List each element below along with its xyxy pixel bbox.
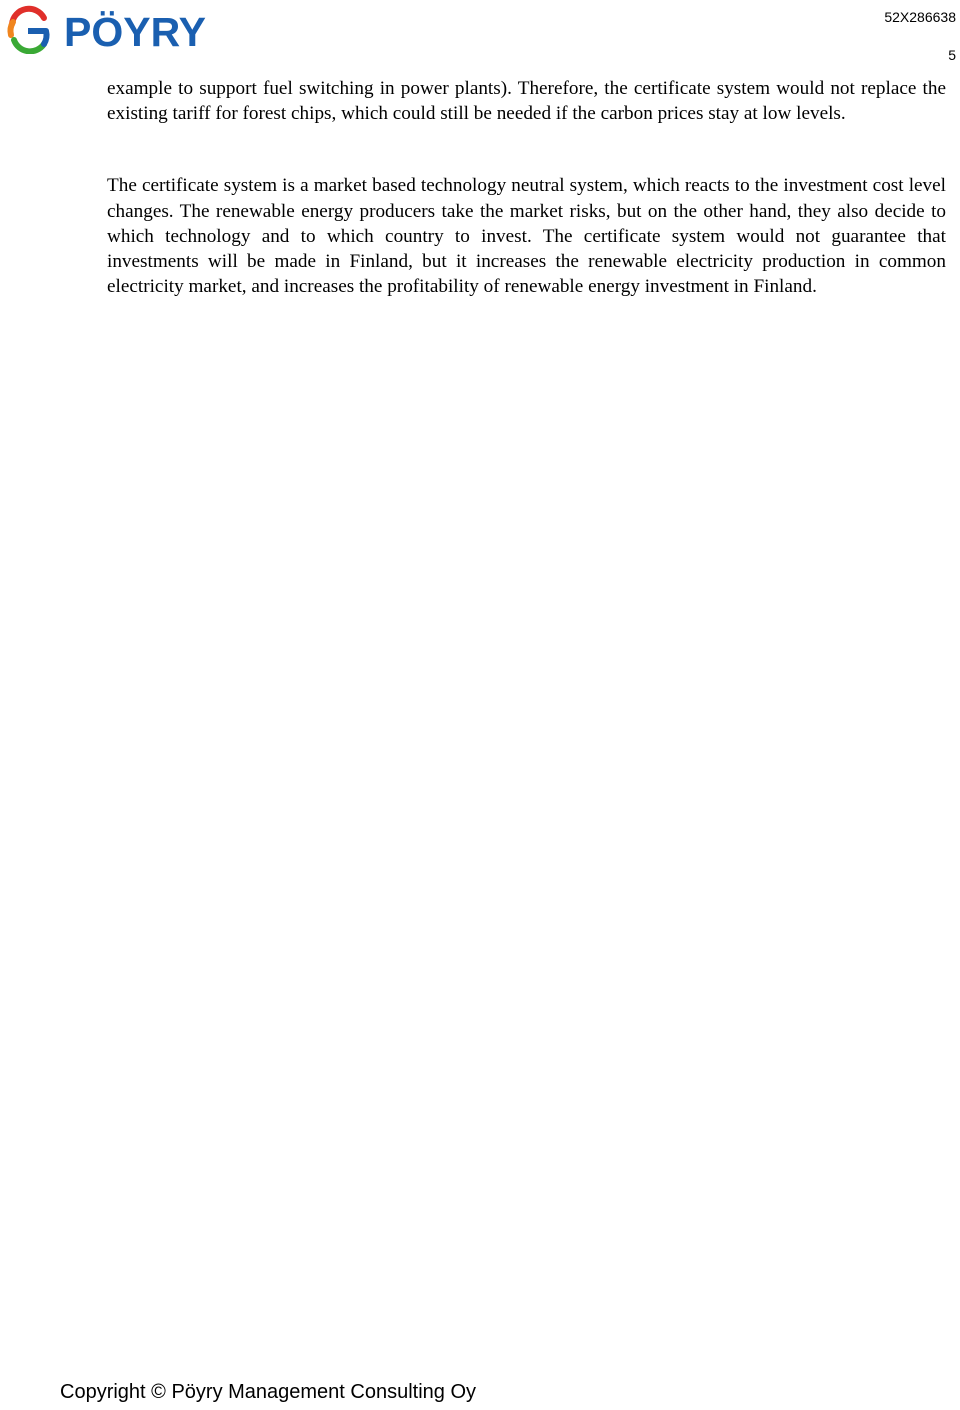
document-number: 52X286638	[884, 9, 956, 25]
body-text	[107, 76, 946, 346]
logo-wordmark: PÖYRY	[64, 9, 207, 54]
paragraph: example to support fuel switching in power plants). Therefore, the certificate system would not replace the existing tariff for forest chips, which could still be needed if the carbon prices stay at low levels.	[107, 78, 946, 125]
paragraph: The certificate system is a market based technology neutral system, which reacts to the investment cost level changes. The renewable energy producers take the market risks, but on the other hand, they also decide to which technology and to which country to invest. The certificate system would not guarantee that investments will be made in Finland, but it increases the renewable electricity production in common electricity market, and increases the profitability of renewable energy investment in Finland.	[107, 175, 946, 298]
poyry-logo	[4, 4, 244, 54]
footer-copyright: Copyright © Pöyry Management Consulting Oy	[60, 1381, 477, 1403]
logo-symbol	[10, 9, 46, 52]
page-number: 5	[948, 47, 956, 63]
